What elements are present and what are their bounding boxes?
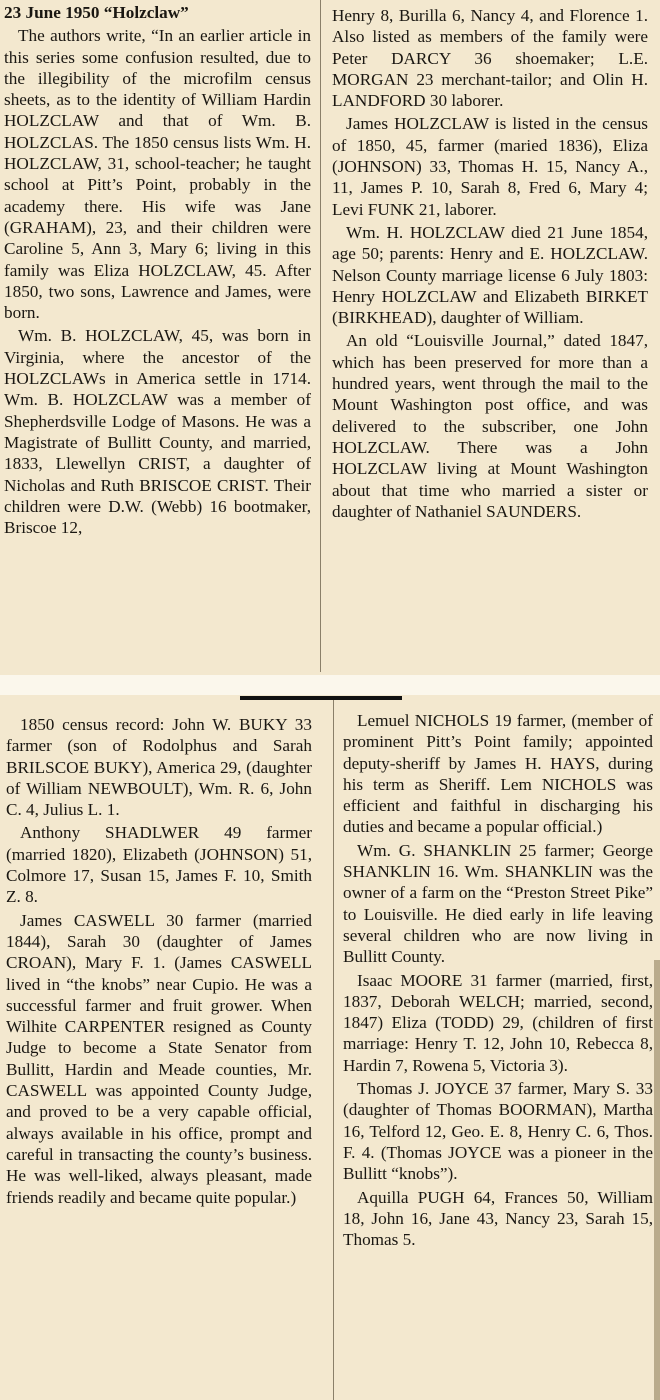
section-separator-rule: [240, 696, 402, 700]
paragraph: Wm. H. HOLZCLAW died 21 June 1854, age 50; parents: Henry and E. HOLZCLAW. Nelson County marriage license 6 July 1803: Henry HOLZCLAW and Elizabeth BIRKET (BIRKHEAD), daughter of William.: [332, 222, 648, 328]
column-top-right: [332, 5, 648, 522]
paragraph: The authors write, “In an earlier article in this series some confusion resulted, due to the illegibility of the microfilm census sheets, as to the identity of William Hardin HOLZCLAW and that of Wm. B. HOLZCLAS. The 1850 census lists Wm. H. HOLZCLAW, 31, school-teacher; he taught school at Pitt’s Point, probably in the academy there. His wife was Jane (GRAHAM), 23, and their children were Caroline 5, Ann 3, Mary 6; living in this family was Eliza HOLZCLAW, 45. After 1850, two sons, Lawrence and James, were born.: [4, 26, 311, 323]
paragraph: An old “Louisville Journal,” dated 1847, which has been preserved for more than a hundred years, went through the mail to the Mount Washington post office, and was delivered to the subscriber, one John HOLZCLAW. There was a John HOLZCLAW living at Mount Washington about that time who married a sister or daughter of Nathaniel SAUNDERS.: [332, 331, 648, 521]
column-divider-bottom: [333, 698, 334, 1400]
paragraph: Thomas J. JOYCE 37 farmer, Mary S. 33 (daughter of Thomas BOORMAN), Martha 16, Telford 12, Geo. E. 8, Henry C. 6, Thos. F. 4. (Thomas JOYCE was a pioneer in the Bullitt “knobs”).: [343, 1079, 653, 1184]
article-headline: 23 June 1950 “Holzclaw”: [4, 3, 189, 22]
paragraph: 1850 census record: John W. BUKY 33 farmer (son of Rodolphus and Sarah BRILSCOE BUKY), America 29, (daughter of William NEWBOULT), Wm. R. 6, John C. 4, Julius L. 1.: [6, 715, 312, 820]
paragraph: James HOLZCLAW is listed in the census of 1850, 45, farmer (maried 1836), Eliza (JOHNSON) 33, Thomas H. 15, Nancy A., 11, James P. 10, Sarah 8, Fred 6, Mary 4; Levi FUNK 21, laborer.: [332, 114, 648, 219]
paragraph: Aquilla PUGH 64, Frances 50, William 18, John 16, Jane 43, Nancy 23, Sarah 15, Thomas 5.: [343, 1187, 653, 1250]
column-bottom-right: [343, 710, 653, 1250]
clipping-gap: [0, 675, 660, 695]
paragraph: Anthony SHADLWER 49 farmer (married 1820), Elizabeth (JOHNSON) 51, Colmore 17, Susan 15, James F. 10, Smith Z. 8.: [6, 823, 312, 907]
paragraph: Wm. G. SHANKLIN 25 farmer; George SHANKLIN 16. Wm. SHANKLIN was the owner of a farm on the “Preston Street Pike” to Louisville. He died early in life leaving several children who are now living in Bullitt County.: [343, 840, 653, 967]
paragraph: Lemuel NICHOLS 19 farmer, (member of prominent Pitt’s Point family; appointed deputy-sheriff by James H. HAYS, during his term as Sheriff. Lem NICHOLS was efficient and faithful in discharging his duties and became a popular official.): [343, 711, 653, 837]
scan-edge-shadow: [654, 960, 660, 1400]
paragraph: Wm. B. HOLZCLAW, 45, was born in Virginia, where the ancestor of the HOLZCLAWs in America settle in 1714. Wm. B. HOLZCLAW was a member of Shepherdsville Lodge of Masons. He was a Magistrate of Bullitt County, and married, 1833, Llewellyn CRIST, a daughter of Nicholas and Ruth BRISCOE CRIST. Their children were D.W. (Webb) 16 bootmaker, Briscoe 12,: [4, 326, 311, 538]
column-divider-top: [320, 0, 321, 672]
paragraph: James CASWELL 30 farmer (married 1844), Sarah 30 (daughter of James CROAN), Mary F. 1. (James CASWELL lived in “the knobs” near Cupio. He was a successful farmer and fruit grower. When Wilhite CARPENTER resigned as County Judge to become a State Senator from Bullitt, Hardin and Meade counties, Mr. CASWELL was appointed County Judge, and proved to be a very capable official, always available in his office, prompt and careful in transacting the county’s business. He was well-liked, always pleasant, made friends readily and became quite popular.): [6, 910, 312, 1207]
column-bottom-left: [6, 714, 312, 1208]
paragraph: Isaac MOORE 31 farmer (married, first, 1837, Deborah WELCH; married, second, 1847) Eliza (TODD) 29, (children of first marriage: Henry T. 12, John 10, Rebecca 8, Hardin 7, Rowena 5, Victoria 3).: [343, 970, 653, 1075]
paragraph: Henry 8, Burilla 6, Nancy 4, and Florence 1. Also listed as members of the family were Peter DARCY 36 shoemaker; L.E. MORGAN 23 merchant-tailor; and Olin H. LANDFORD 30 laborer.: [332, 6, 648, 111]
column-top-left: [4, 2, 311, 538]
